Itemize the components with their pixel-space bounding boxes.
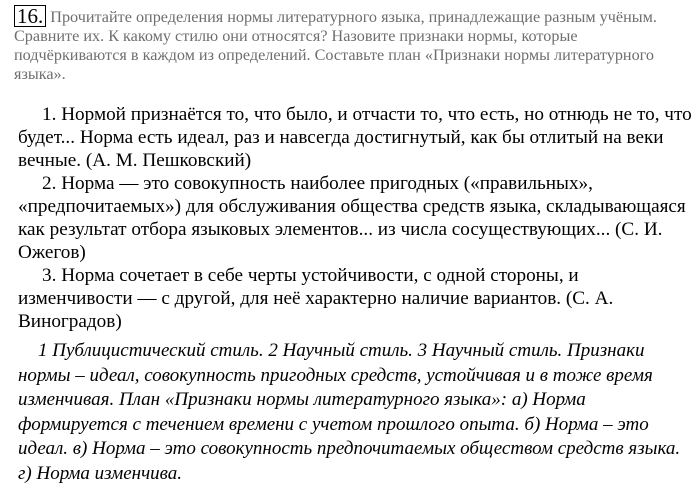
definition-peshkovsky: 1. Нормой признаётся то, что было, и отчасти то, что есть, но отнюдь не то, что будет... Норма есть идеал, раз и навсегда достигнутый, как бы отлитый на веки вечные. (А. М. Пешковский): [18, 104, 692, 171]
task-block: [14, 5, 694, 84]
task-instructions: Прочитайте определения нормы литературного языка, принадлежащие разным учёным. Сравните их. К какому стилю они относятся? Назовите признаки нормы, которые подчёркиваются в каждом из определений. Составьте план «Признаки нормы литературного языка».: [14, 8, 657, 83]
definition-vinogradov: 3. Норма сочетает в себе черты устойчивости, с одной стороны, и изменчивости — с другой, для неё характерно наличие вариантов. (С. А. Виноградов): [18, 265, 614, 332]
answer-text: 1 Публицистический стиль. 2 Научный стиль. 3 Научный стиль. Признаки нормы – идеал, совокупность пригодных средств, устойчивая и в тоже время изменчивая. План «Признаки нормы литературного языка»: а) Норма формируется с течением времени с учетом прошлого опыта. б) Норма – это идеал. в) Норма – это совокупность предпочитаемых обществом средств языка. г) Норма изменчива.: [18, 340, 681, 484]
task-number: 16.: [14, 5, 46, 27]
definitions-list: [18, 103, 694, 333]
definition-ozhegov: 2. Норма — это совокупность наиболее пригодных («правильных», «предпочитаемых») для обслуживания общества средств языка, складывающаяся как результат отбора языковых элементов... из числа сосуществующих... (С. И. Ожегов): [18, 173, 686, 263]
answer-block: [18, 339, 694, 486]
